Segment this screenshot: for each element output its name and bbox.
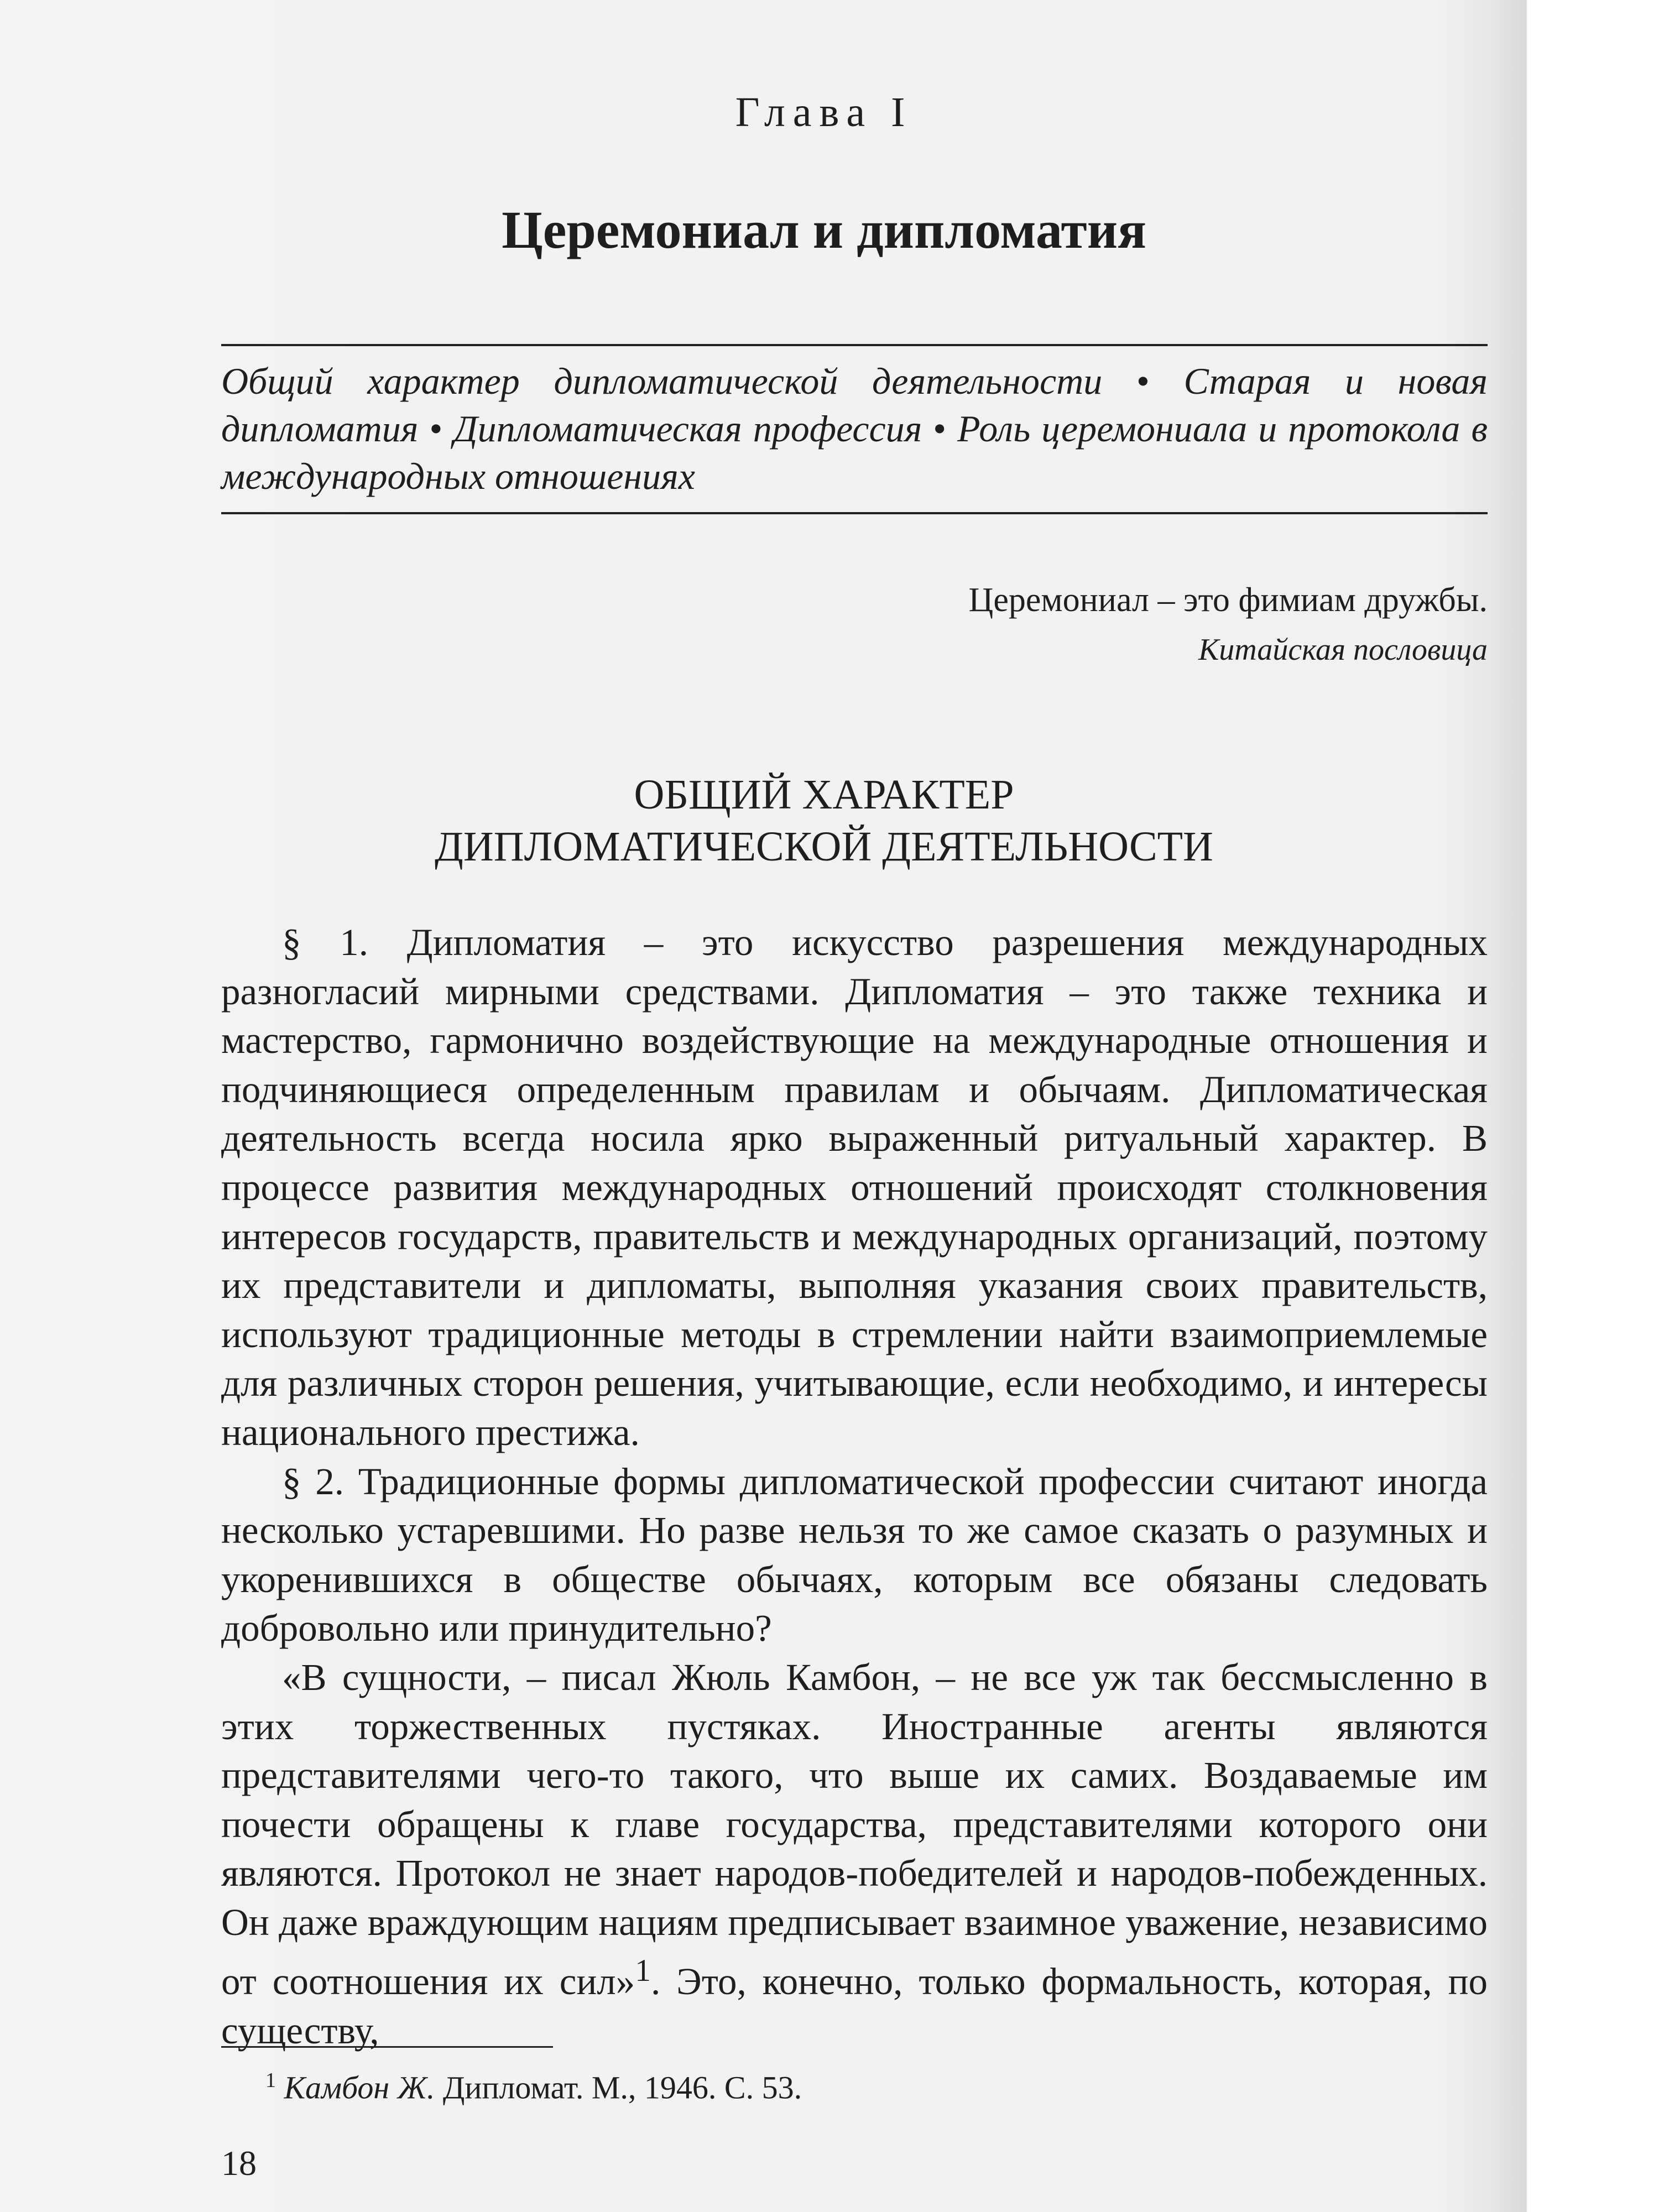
footnote-number: 1: [265, 2069, 276, 2092]
chapter-label: Глава I: [735, 89, 913, 135]
epigraph-quote: Церемониал – это фимиам дружбы.: [968, 581, 1488, 619]
summary-topic: Старая и новая дипломатия: [221, 360, 1488, 450]
section-heading: [0, 769, 1648, 873]
chapter-summary: [221, 344, 1488, 514]
summary-topic: Общий характер дипломатической деятельности: [221, 360, 1103, 402]
paragraph: § 2. Традиционные формы дипломатической профессии считают иногда несколько устаревшими. Но разве нельзя то же самое сказать о разумных и укоренившихся в обществе обычаях, которым все обязаны следовать добровольно или принудительно?: [221, 1460, 1488, 1650]
paragraph-text: «В сущности, – писал Жюль Камбон, – не все уж так бессмысленно в этих торжественных пустяках. Иностранные агенты являются представителями чего-то такого, что выше их самих. Воздаваемые им почести обращены к главе государства, представителями которого они являются. Протокол не знает народов-победителей и народов-побежденных. Он даже враждующим нациям предписывает взаимное уважение, независимо от соотношения их сил»: [221, 1656, 1488, 2003]
section-heading-line: ОБЩИЙ ХАРАКТЕР: [634, 771, 1014, 818]
summary-topic: Роль церемониала и протокола в международных отношениях: [221, 408, 1488, 497]
summary-separator: •: [1136, 360, 1150, 402]
paragraph-text: . Это, конечно, только формальность, которая, по существу,: [221, 1960, 1488, 2052]
footnote-divider: [221, 2046, 553, 2048]
chapter-title: Церемониал и дипломатия: [502, 200, 1146, 259]
summary-separator: •: [429, 408, 443, 450]
paragraph: § 1. Дипломатия – это искусство разрешения международных разногласий мирными средствами. Дипломатия – это также техника и мастерство, гармонично воздействующие на международные отношения и подчиняющиеся определенным правилам и обычаям. Дипломатическая деятельность всегда носила ярко выраженный ритуальный характер. В процессе развития международных отношений происходят столкновения интересов государств, правительств и международных организаций, поэтому их представители и дипломаты, выполняя указания своих правительств, используют традиционные методы в стремлении найти взаимоприемлемые для различных сторон решения, учитывающие, если необходимо, и интересы национального престижа.: [221, 921, 1488, 1453]
epigraph-source: Китайская пословица: [1198, 633, 1488, 667]
footnote: [265, 2068, 802, 2106]
paragraph: [221, 1653, 1488, 2056]
body-text: [221, 918, 1488, 2056]
summary-topic: Дипломатическая профессия: [453, 408, 922, 450]
footnote-reference: 1: [635, 1953, 651, 1989]
summary-separator: •: [933, 408, 947, 450]
footnote-text: Дипломат. М., 1946. С. 53.: [435, 2069, 802, 2106]
section-heading-line: ДИПЛОМАТИЧЕСКОЙ ДЕЯТЕЛЬНОСТИ: [435, 823, 1213, 870]
page-number: 18: [221, 2143, 257, 2183]
footnote-author: Камбон Ж.: [284, 2069, 435, 2106]
epigraph: [969, 575, 1488, 675]
